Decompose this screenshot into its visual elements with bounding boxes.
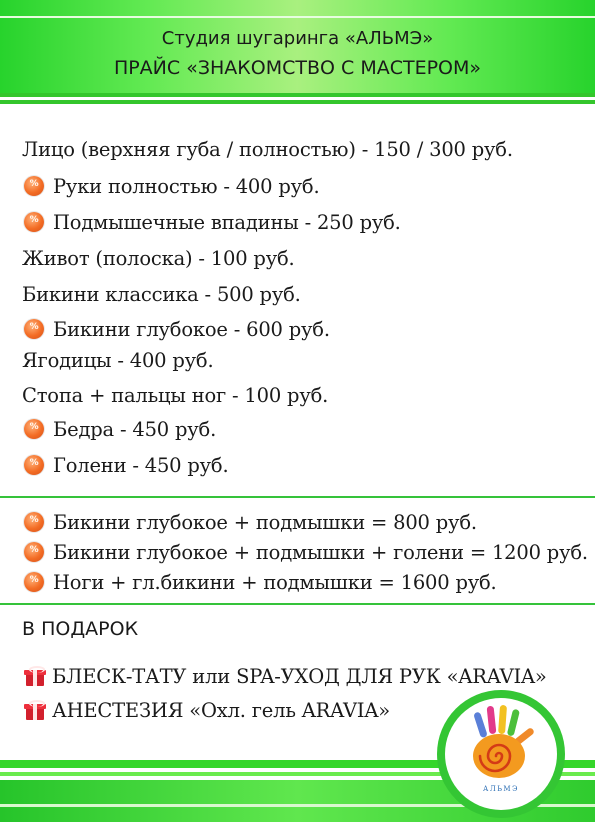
discount-badge-icon [24, 319, 44, 339]
discount-badge-icon [24, 455, 44, 475]
discount-badge-icon [24, 542, 44, 562]
service-item [22, 279, 301, 309]
service-text: Бикини глубокое - 600 руб. [53, 317, 330, 341]
service-text: Лицо (верхняя губа / полностью) - 150 / 300 руб. [22, 137, 513, 161]
service-text: Руки полностью - 400 руб. [53, 174, 320, 198]
service-text: Ягодицы - 400 руб. [22, 348, 214, 372]
header-stripe [0, 16, 595, 18]
discount-badge-icon [24, 419, 44, 439]
section-divider [0, 603, 595, 605]
discount-badge-icon [24, 572, 44, 592]
gift-item [24, 661, 547, 691]
gift-text: БЛЕСК-ТАТУ или SPA-УХОД ДЛЯ РУК «ARAVIA» [52, 664, 547, 688]
price-title: ПРАЙС «ЗНАКОМСТВО С МАСТЕРОМ» [113, 57, 482, 79]
gift-item [24, 695, 390, 725]
combo-text: Бикини глубокое + подмышки + голени = 1200 руб. [53, 540, 588, 564]
discount-badge-icon [24, 512, 44, 532]
service-item [24, 314, 330, 344]
gift-text: АНЕСТЕЗИЯ «Охл. гель ARAVIA» [52, 698, 391, 722]
service-item [22, 134, 513, 164]
service-item [22, 380, 328, 410]
service-item [22, 243, 295, 273]
service-item [24, 414, 216, 444]
header-stripe [0, 100, 595, 104]
service-item [24, 171, 319, 201]
service-text: Стопа + пальцы ног - 100 руб. [22, 383, 329, 407]
hand-logo-icon [437, 690, 565, 818]
logo-text: АЛЬМЭ [483, 785, 519, 793]
discount-badge-icon [24, 176, 44, 196]
header-banner [0, 0, 595, 108]
gift-box-icon [24, 700, 46, 720]
service-item [24, 207, 401, 237]
combo-text: Ноги + гл.бикини + подмышки = 1600 руб. [53, 570, 497, 594]
combo-item [24, 537, 588, 567]
section-divider [0, 496, 595, 498]
service-text: Бедра - 450 руб. [53, 417, 217, 441]
service-text: Подмышечные впадины - 250 руб. [53, 210, 401, 234]
gift-section-title: В ПОДАРОК [22, 618, 139, 640]
studio-title: Студия шугаринга «АЛЬМЭ» [161, 28, 434, 49]
header-stripe [0, 93, 595, 97]
combo-item [24, 567, 497, 597]
service-item [22, 345, 213, 375]
combo-item [24, 507, 477, 537]
gift-box-icon [24, 666, 46, 686]
service-text: Бикини классика - 500 руб. [22, 282, 301, 306]
service-item [24, 450, 228, 480]
service-text: Живот (полоска) - 100 руб. [22, 246, 295, 270]
combo-text: Бикини глубокое + подмышки = 800 руб. [53, 510, 477, 534]
service-text: Голени - 450 руб. [53, 453, 229, 477]
studio-logo [437, 690, 565, 818]
discount-badge-icon [24, 212, 44, 232]
